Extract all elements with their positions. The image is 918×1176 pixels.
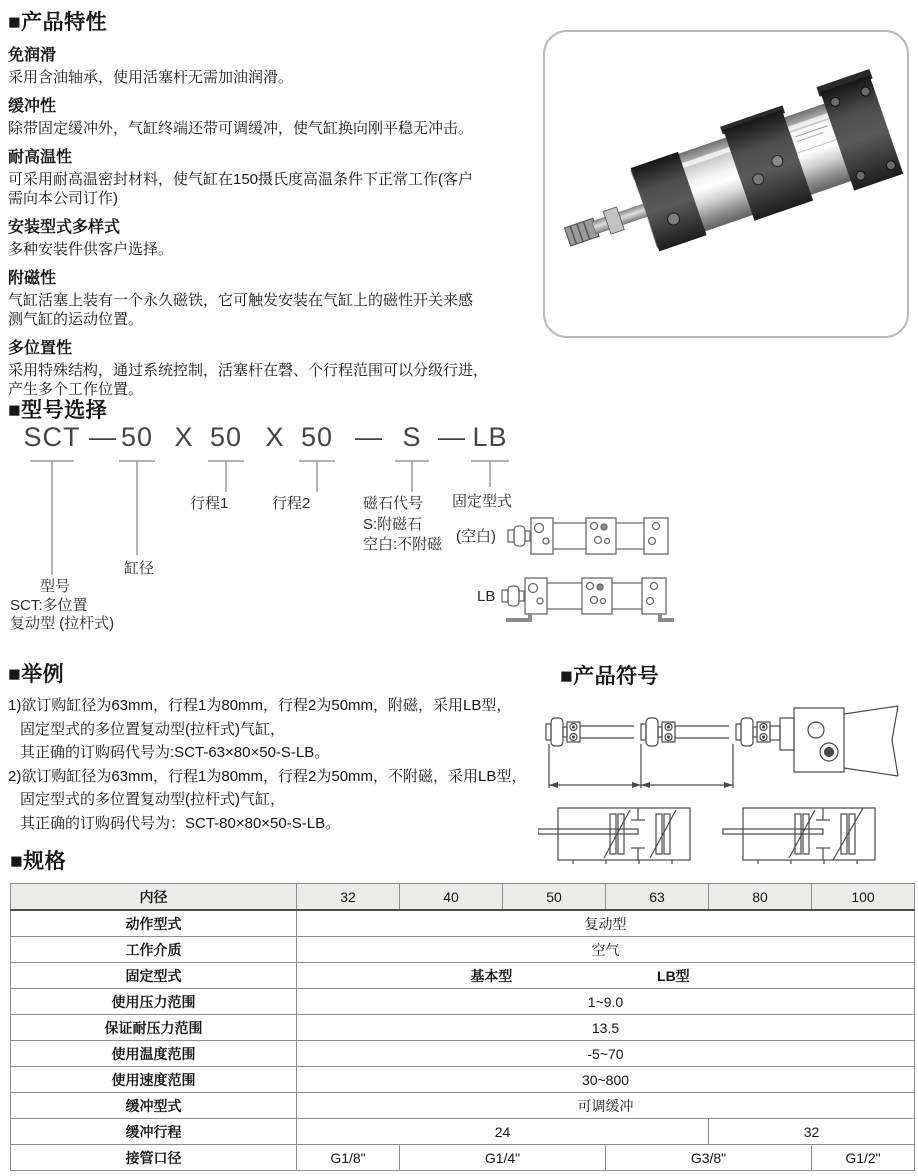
code-bore: 50 (120, 422, 154, 452)
feature-item (8, 217, 543, 259)
code-x: X (265, 422, 285, 452)
code-mounting: LB (472, 422, 508, 452)
code-dash: — (89, 422, 117, 452)
feature-text: 测气缸的运动位置。 (8, 311, 144, 328)
row-label: 工作介质 (11, 937, 297, 963)
feature-text: 除带固定缓冲外，气缸终端还带可调缓冲，使气缸换向刚平稳无冲击。 (8, 120, 474, 137)
mount-basic: 基本型 (470, 967, 513, 984)
row-value (297, 963, 915, 989)
lb-mount-diagram (500, 568, 678, 628)
examples-title: ■举例 (8, 663, 65, 686)
feature-text: 需向本公司订作) (8, 190, 118, 207)
header-label: 内径 (11, 884, 297, 911)
row-value: 可调缓冲 (297, 1093, 915, 1119)
feature-item (8, 147, 543, 208)
table-row (11, 1145, 915, 1171)
basic-mount-diagram (506, 510, 674, 562)
bore-col: 80 (709, 884, 812, 911)
row-value: 复动型 (297, 910, 915, 937)
feature-title: 耐高温性 (8, 149, 73, 166)
label-model: 型号 (40, 578, 71, 595)
table-row (11, 1119, 915, 1145)
features-title: ■产品特性 (8, 11, 108, 34)
table-row (11, 989, 915, 1015)
row-value: 1~9.0 (297, 989, 915, 1015)
row-label: 使用温度范围 (11, 1041, 297, 1067)
label-magnet-blank: 空白:不附磁 (363, 536, 443, 553)
label-model-desc1: SCT:多位置 (10, 597, 88, 614)
bore-col: 63 (606, 884, 709, 911)
label-mounting-lb: LB (477, 588, 496, 605)
feature-text: 采用特殊结构，通过系统控制，活塞杆在磬、个行程范围可以分级行进， (8, 362, 489, 379)
product-symbols-section (538, 660, 916, 864)
table-row (11, 1093, 915, 1119)
table-row (11, 910, 915, 937)
feature-title: 安装型式多样式 (8, 219, 121, 236)
product-photo-card (543, 30, 909, 338)
example-line: 其正确的订购码代号为：SCT-80×80×50-S-LB。 (20, 814, 341, 832)
row-label: 使用压力范围 (11, 989, 297, 1015)
pneumatic-symbols (538, 696, 916, 864)
bore-col: 100 (812, 884, 915, 911)
feature-text: 采用含油轴承，使用活塞杆无需加油润滑。 (8, 69, 294, 86)
feature-item (8, 96, 543, 138)
spec-table (10, 883, 915, 1171)
code-x: X (174, 422, 194, 452)
code-model: SCT (23, 422, 81, 452)
row-value: 13.5 (297, 1015, 915, 1041)
symbols-title: ■产品符号 (560, 665, 660, 688)
label-model-desc2: 复动型 (拉杆式) (10, 615, 115, 632)
example-line: 固定型式的多位置复动型(拉杆式)气缸， (20, 791, 285, 808)
row-label: 接管口径 (11, 1145, 297, 1171)
label-stroke2: 行程2 (272, 495, 311, 512)
feature-item (8, 338, 543, 399)
row-value: 空气 (297, 937, 915, 963)
feature-text: 多种安装件供客户选择。 (8, 241, 174, 258)
table-row (11, 1067, 915, 1093)
feature-text: 气缸活塞上装有一个永久磁铁，它可触发安装在气缸上的磁性开关来感 (8, 292, 474, 309)
feature-text: 可采用耐高温密封材料，使气缸在150摄氏度高温条件下正常工作(客户 (8, 171, 474, 188)
cushion-stroke-32: 32 (709, 1119, 915, 1145)
port-size: G3/8" (606, 1145, 812, 1171)
label-magnet: 磁石代号 (363, 495, 424, 512)
row-label: 缓冲型式 (11, 1093, 297, 1119)
row-label: 保证耐压力范围 (11, 1015, 297, 1041)
feature-title: 免润滑 (8, 47, 57, 64)
product-features-section (8, 6, 543, 399)
table-row (11, 1015, 915, 1041)
code-magnet: S (402, 422, 422, 452)
label-bore: 缸径 (124, 560, 155, 577)
port-size: G1/8" (297, 1145, 400, 1171)
label-mounting-blank: (空白) (456, 528, 496, 545)
code-dash: — (438, 422, 466, 452)
row-label: 缓冲行程 (11, 1119, 297, 1145)
label-mounting: 固定型式 (452, 493, 513, 510)
row-label: 固定型式 (11, 963, 297, 989)
row-label: 使用速度范围 (11, 1067, 297, 1093)
examples-section (8, 658, 543, 835)
port-size: G1/2" (812, 1145, 915, 1171)
row-label: 动作型式 (11, 910, 297, 937)
example-line: 其正确的订购码代号为:SCT-63×80×50-S-LB。 (20, 744, 330, 761)
specs-title: ■规格 (10, 850, 67, 873)
example-line: 1)欲订购缸径为63mm，行程1为80mm，行程2为50mm，附磁，采用LB型， (8, 697, 512, 714)
row-value: 30~800 (297, 1067, 915, 1093)
table-row (11, 937, 915, 963)
cylinder-photo (545, 32, 907, 336)
label-stroke1: 行程1 (190, 495, 229, 512)
row-value: -5~70 (297, 1041, 915, 1067)
code-dash: — (355, 422, 383, 452)
feature-title: 缓冲性 (8, 98, 57, 115)
specs-section (10, 845, 914, 1171)
bore-col: 40 (400, 884, 503, 911)
code-stroke1: 50 (209, 422, 243, 452)
bore-col: 32 (297, 884, 400, 911)
example-line: 固定型式的多位置复动型(拉杆式)气缸， (20, 720, 285, 738)
label-magnet-s: S:附磁石 (363, 516, 423, 533)
feature-title: 附磁性 (8, 270, 57, 287)
mount-lb: LB型 (657, 967, 690, 984)
code-stroke2: 50 (300, 422, 334, 452)
table-row (11, 1041, 915, 1067)
model-selection-title: ■型号选择 (8, 399, 108, 422)
bore-col: 50 (503, 884, 606, 911)
feature-item (8, 45, 543, 87)
model-selection-section (0, 394, 790, 656)
feature-title: 多位置性 (8, 340, 73, 357)
feature-item (8, 268, 543, 329)
table-header-row (11, 884, 915, 911)
feature-text: 产生多个工作位置。 (8, 381, 144, 398)
table-row (11, 963, 915, 989)
port-size: G1/4" (400, 1145, 606, 1171)
example-line: 2)欲订购缸径为63mm，行程1为80mm，行程2为50mm，不附磁，采用LB型， (8, 767, 527, 785)
cushion-stroke-24: 24 (297, 1119, 709, 1145)
